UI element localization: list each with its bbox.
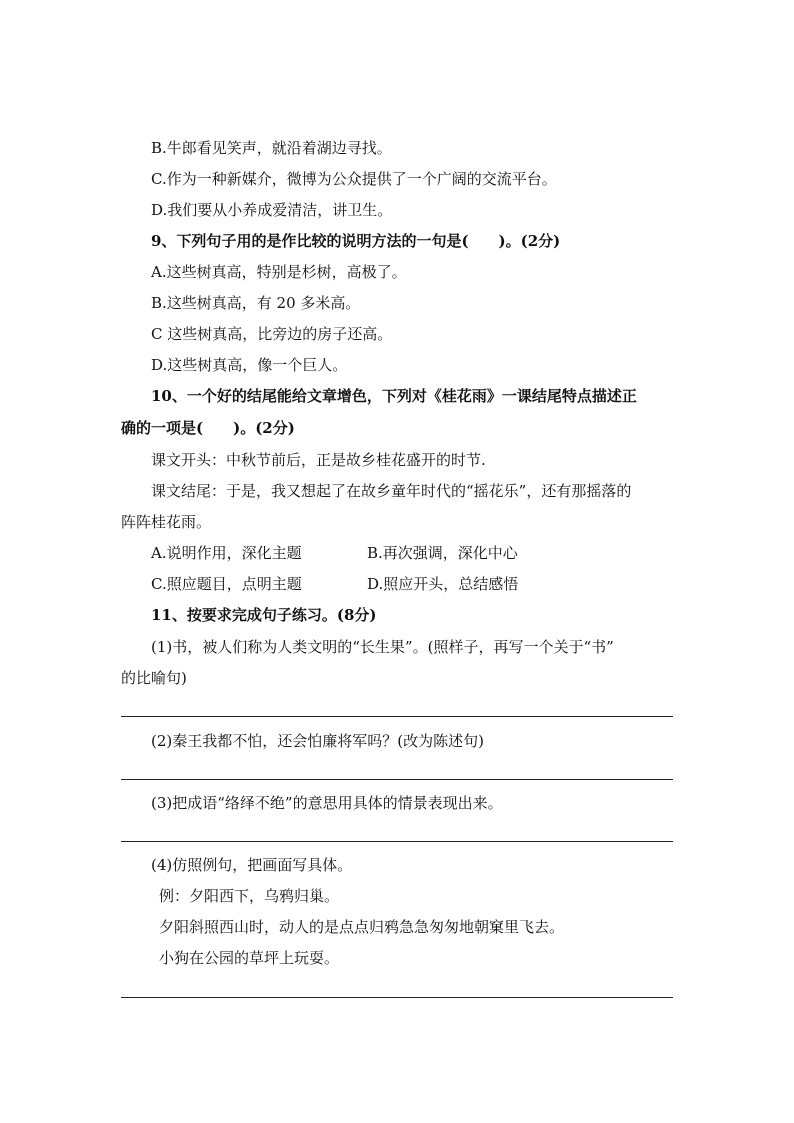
q11-part1-line2: 的比喻句) (121, 669, 187, 687)
q8-option-c: C.作为一种新媒介，微博为公众提供了一个广阔的交流平台。 (151, 170, 557, 188)
q9-option-c: C 这些树真高，比旁边的房子还高。 (151, 325, 393, 343)
answer-line-4[interactable] (121, 997, 673, 998)
q11-part4: (4)仿照例句，把画面写具体。 (151, 856, 353, 874)
q10-title-line1: 10、一个好的结尾能给文章增色，下列对《桂花雨》一课结尾特点描述正 (151, 387, 637, 405)
q10-option-c: C.照应题目，点明主题 (151, 575, 302, 593)
q10-title-line2: 确的一项是( )。(2分) (121, 419, 295, 437)
q10-option-d: D.照应开头，总结感悟 (367, 575, 519, 593)
q10-option-a: A.说明作用，深化主题 (151, 544, 302, 562)
q11-task: 小狗在公园的草坪上玩耍。 (159, 949, 340, 967)
q10-ending-line1: 课文结尾：于是，我又想起了在故乡童年时代的“摇花乐”，还有那摇落的 (151, 482, 632, 500)
q11-part2: (2)秦王我都不怕，还会怕廉将军吗？(改为陈述句) (151, 732, 484, 750)
q10-opening: 课文开头：中秋节前后，正是故乡桂花盛开的时节. (151, 451, 486, 469)
q9-title: 9、下列句子用的是作比较的说明方法的一句是( )。(2分) (151, 232, 561, 250)
answer-line-1[interactable] (121, 716, 673, 717)
q8-option-b: B.牛郎看见笑声，就沿着湖边寻找。 (151, 139, 392, 157)
answer-line-2[interactable] (121, 779, 673, 780)
q11-example-expanded: 夕阳斜照西山时，动人的是点点归鸦急急匆匆地朝窠里飞去。 (159, 918, 565, 936)
q11-title: 11、按要求完成句子练习。(8分) (151, 606, 377, 624)
q11-example-label: 例：夕阳西下，乌鸦归巢。 (159, 887, 340, 905)
q11-part1-line1: (1)书，被人们称为人类文明的“长生果”。(照样子，再写一个关于“书” (151, 638, 614, 656)
answer-line-3[interactable] (121, 841, 673, 842)
q9-option-d: D.这些树真高，像一个巨人。 (151, 356, 348, 374)
q9-option-a: A.这些树真高，特别是杉树，高极了。 (151, 263, 407, 281)
q10-ending-line2: 阵阵桂花雨。 (121, 513, 212, 531)
q8-option-d: D.我们要从小养成爱清洁，讲卫生。 (151, 201, 393, 219)
q10-option-b: B.再次强调，深化中心 (367, 544, 518, 562)
q9-option-b: B.这些树真高，有 20 多米高。 (151, 294, 361, 312)
q11-part3: (3)把成语“络绎不绝”的意思用具体的情景表现出来。 (151, 794, 503, 812)
